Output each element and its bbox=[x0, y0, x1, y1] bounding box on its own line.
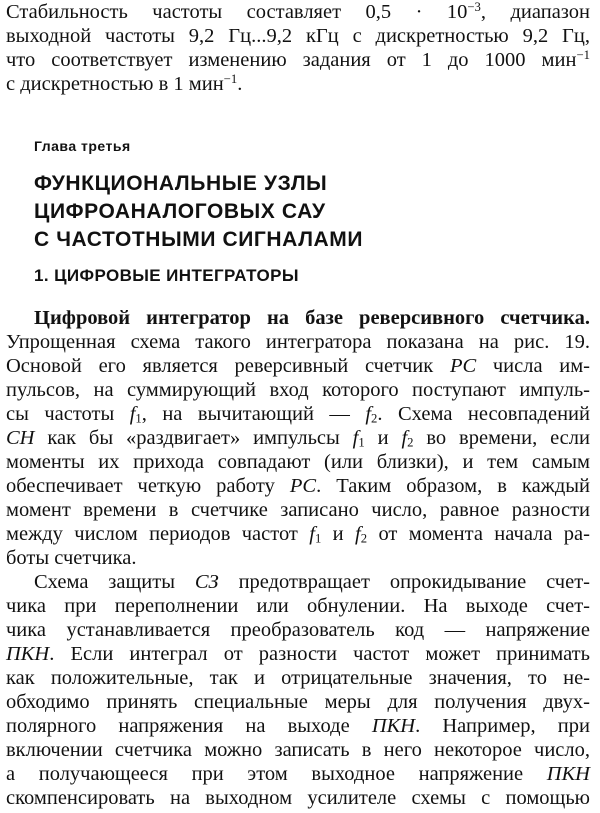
para2-line-6: обходимо принять специальные меры для получения двух- bbox=[6, 691, 590, 713]
para2-line-1: Схема защиты СЗ предотвращает опрокидывание счет- bbox=[34, 571, 590, 593]
para1-line-7: моменты их прихода совпадают (или близки), и тем самым bbox=[6, 451, 590, 473]
para2-line-9: а получающееся при этом выходное напряжение ПКН bbox=[6, 763, 590, 785]
para1-line-5: сы частоты $f_1$, на вычитающий — $f_2$. Схема несовпадений bbox=[6, 403, 590, 426]
para2-line-4: ПКН. Если интеграл от разности частот может принимать bbox=[6, 643, 590, 665]
para2-line-8: включении счетчика можно записать в него некоторое число, bbox=[6, 739, 590, 761]
para2-line-10: скомпенсировать на выходном усилителе схемы с помощью bbox=[6, 787, 590, 809]
para2-line-5: как положительные, так и отрицательные значения, то не- bbox=[6, 667, 590, 689]
intro-line-2: выходной частоты 9,2 Гц...9,2 кГц с дискретностью 9,2 Гц, bbox=[6, 25, 590, 47]
chapter-title-line-1: ФУНКЦИОНАЛЬНЫЕ УЗЛЫ bbox=[34, 172, 328, 195]
chapter-title-line-2: ЦИФРОАНАЛОГОВЫХ САУ bbox=[34, 200, 326, 223]
para1-line-4: пульсов, на суммирующий вход которого поступают импуль- bbox=[6, 379, 590, 401]
para1-line-2: Упрощенная схема такого интегратора показана на рис. 19. bbox=[6, 331, 590, 353]
para1-line-10: между числом периодов частот $f_1$ и $f_2$ от момента начала ра- bbox=[6, 523, 590, 546]
intro-line-3: что соответствует изменению задания от 1 до 1000 мин$^{-1}$ bbox=[6, 48, 590, 71]
para2-line-7: полярного напряжения на выходе ПКН. Например, при bbox=[6, 715, 590, 737]
para1-line-6: CH как бы «раздвигает» импульсы $f_1$ и $f_2$ во времени, если bbox=[6, 427, 590, 450]
para1-heading: Цифровой интегратор на базе реверсивного счетчика. bbox=[34, 307, 590, 329]
section-title: 1. ЦИФРОВЫЕ ИНТЕГРАТОРЫ bbox=[34, 266, 299, 285]
intro-line-1: Стабильность частоты составляет $0,5 \cdot 10^{-3}$, диапазон bbox=[6, 0, 590, 23]
para2-line-3: чика устанавливается преобразователь код — напряжение bbox=[6, 619, 590, 641]
intro-line-4: с дискретностью в 1 мин$^{-1}$. bbox=[6, 72, 243, 95]
chapter-title-line-3: С ЧАСТОТНЫМИ СИГНАЛАМИ bbox=[34, 228, 364, 251]
para1-line-9: момент времени в счетчике записано число, равное разности bbox=[6, 499, 590, 521]
para1-line-8: обеспечивает четкую работу PC. Таким образом, в каждый bbox=[6, 475, 591, 497]
para2-line-2: чика при переполнении или обнулении. На выходе счет- bbox=[6, 595, 590, 617]
para1-line-3: Основой его является реверсивный счетчик PC числа им- bbox=[6, 355, 590, 377]
chapter-label: Глава третья bbox=[34, 138, 131, 154]
para1-line-11: боты счетчика. bbox=[6, 547, 137, 569]
